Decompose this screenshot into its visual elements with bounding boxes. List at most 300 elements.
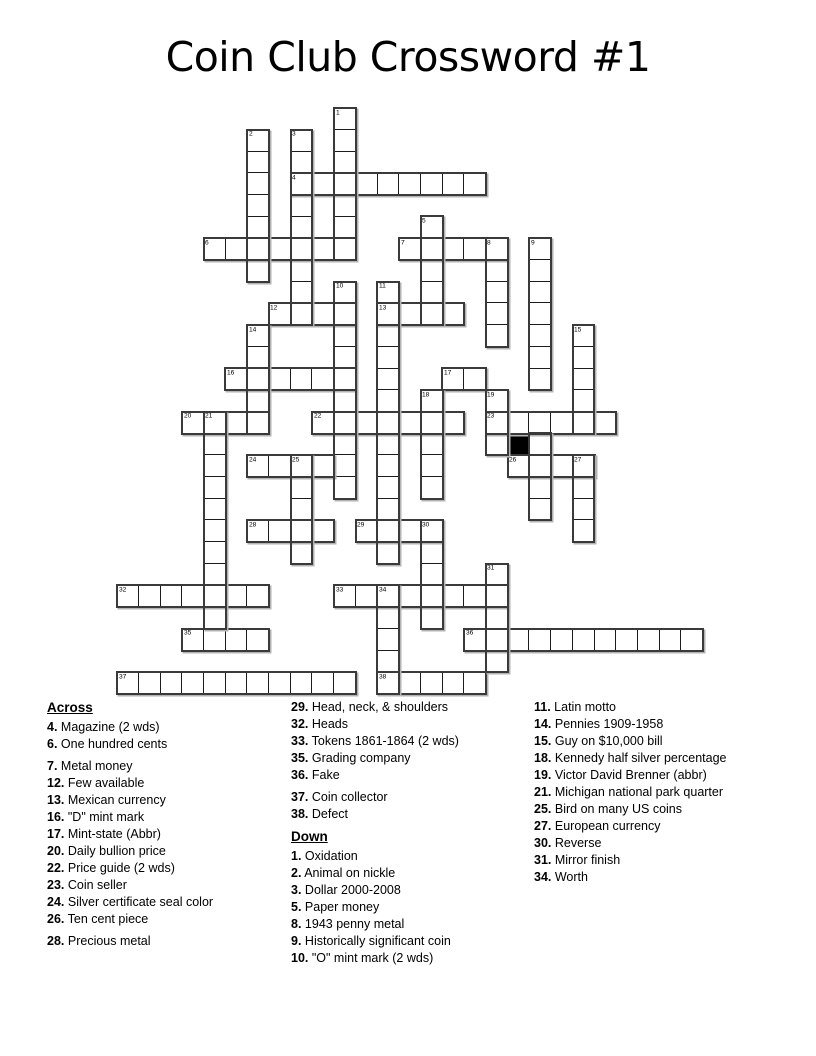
grid-cell[interactable] — [528, 237, 551, 260]
clue-item: 34. Worth — [534, 870, 588, 884]
grid-cell[interactable] — [485, 302, 508, 325]
grid-cell[interactable] — [485, 606, 508, 629]
clue-number: 16. — [47, 810, 65, 824]
grid-cell[interactable] — [528, 346, 551, 369]
grid-cell[interactable] — [246, 519, 269, 542]
grid-cell[interactable] — [333, 129, 356, 152]
grid-cell[interactable] — [594, 628, 617, 651]
clue-item: 6. One hundred cents — [47, 737, 168, 751]
grid-cell[interactable] — [485, 324, 508, 347]
grid-cell[interactable] — [246, 194, 269, 217]
clue-item: 33. Tokens 1861-1864 (2 wds) — [291, 734, 459, 748]
grid-cell[interactable] — [398, 585, 421, 608]
grid-cell[interactable] — [420, 585, 443, 608]
grid-cell[interactable] — [528, 433, 551, 456]
grid-cell[interactable] — [290, 237, 313, 260]
clue-item: 17. Mint-state (Abbr) — [47, 827, 161, 841]
grid-cell[interactable] — [420, 606, 443, 629]
grid-cell[interactable] — [290, 216, 313, 239]
clue-number: 28. — [47, 934, 65, 948]
puzzle-title: Coin Club Crossword #1 — [165, 33, 651, 81]
grid-cell[interactable] — [246, 324, 269, 347]
grid-cell[interactable] — [290, 302, 313, 325]
clue-number: 20. — [47, 844, 65, 858]
grid-cell[interactable] — [485, 259, 508, 282]
grid-cell[interactable] — [246, 151, 269, 174]
grid-cell[interactable] — [442, 172, 465, 195]
cell-number: 11 — [378, 282, 386, 290]
grid-cell[interactable] — [333, 433, 356, 456]
grid-cell[interactable] — [572, 389, 595, 412]
clue-item: 16. "D" mint mark — [47, 810, 145, 824]
grid-cell[interactable] — [377, 302, 400, 325]
cell-number: 14 — [248, 325, 257, 334]
grid-cell[interactable] — [246, 368, 269, 391]
grid-cell[interactable] — [377, 671, 400, 694]
grid-cell[interactable] — [333, 151, 356, 174]
clues-column-1 — [47, 699, 287, 950]
grid-cell[interactable] — [203, 498, 226, 521]
grid-cell[interactable] — [594, 411, 617, 434]
grid-cell[interactable] — [333, 346, 356, 369]
grid-cell[interactable] — [420, 541, 443, 564]
grid-cell[interactable] — [290, 259, 313, 282]
grid-cell[interactable] — [225, 411, 248, 434]
clue-item: 19. Victor David Brenner (abbr) — [534, 768, 707, 782]
grid-cell[interactable] — [377, 172, 400, 195]
cell-number: 18 — [422, 390, 430, 399]
grid-cell[interactable] — [290, 368, 313, 391]
grid-cell[interactable] — [268, 671, 291, 694]
grid-cell[interactable] — [680, 628, 703, 651]
grid-cell[interactable] — [572, 346, 595, 369]
grid-cell[interactable] — [528, 454, 551, 477]
cell-number: 33 — [335, 586, 343, 594]
clue-item: 5. Paper money — [291, 900, 380, 914]
grid-cell[interactable] — [572, 498, 595, 521]
cell-number: 27 — [574, 456, 582, 464]
grid-cell[interactable] — [290, 194, 313, 217]
grid-cell[interactable] — [528, 302, 551, 325]
grid-cell[interactable] — [181, 671, 204, 694]
grid-cell[interactable] — [246, 671, 269, 694]
grid-cell[interactable] — [659, 628, 682, 651]
across-header: Across — [47, 700, 93, 715]
clues-column-3 — [534, 699, 739, 886]
clue-number: 6. — [47, 737, 58, 751]
grid-cell[interactable] — [203, 476, 226, 499]
clue-item: 25. Bird on many US coins — [534, 802, 682, 816]
grid-cell[interactable] — [463, 172, 486, 195]
clue-item: 11. Latin motto — [534, 700, 617, 714]
cell-number: 22 — [313, 412, 322, 420]
grid-cell[interactable] — [311, 172, 334, 195]
grid-cell[interactable] — [528, 628, 551, 651]
cell-number: 8 — [487, 239, 492, 247]
grid-cell[interactable] — [290, 454, 313, 477]
grid-cell[interactable] — [463, 671, 486, 694]
grid-cell[interactable] — [377, 281, 400, 304]
cell-number: 10 — [335, 282, 343, 290]
clue-number: 1. — [291, 849, 302, 863]
clue-number: 21. — [534, 785, 552, 799]
grid-cell[interactable] — [203, 541, 226, 564]
grid-cell[interactable] — [550, 411, 573, 434]
cell-number: 13 — [378, 304, 387, 312]
grid-cell[interactable] — [528, 324, 551, 347]
grid-cell[interactable] — [377, 433, 400, 456]
grid-cell[interactable] — [290, 281, 313, 304]
grid-cell[interactable] — [485, 585, 508, 608]
grid-cell[interactable] — [203, 671, 226, 694]
grid-cell[interactable] — [637, 628, 660, 651]
grid-cell[interactable] — [398, 671, 421, 694]
grid-cell[interactable] — [572, 628, 595, 651]
grid-cell[interactable] — [203, 454, 226, 477]
cell-number: 12 — [270, 304, 278, 312]
grid-cell[interactable] — [420, 259, 443, 282]
clue-item: 26. Ten cent piece — [47, 912, 149, 926]
clue-number: 32. — [291, 717, 309, 731]
clue-number: 18. — [534, 751, 552, 765]
grid-cell[interactable] — [572, 519, 595, 542]
grid-cell[interactable] — [290, 476, 313, 499]
grid-cell[interactable] — [377, 324, 400, 347]
grid-cell[interactable] — [290, 129, 313, 152]
grid-cell[interactable] — [572, 454, 595, 477]
grid-cell[interactable] — [333, 172, 356, 195]
grid-cell[interactable] — [225, 585, 248, 608]
clue-item: 31. Mirror finish — [534, 853, 621, 867]
grid-cell[interactable] — [355, 172, 378, 195]
grid-cell[interactable] — [203, 519, 226, 542]
grid-cell[interactable] — [463, 585, 486, 608]
grid-cell[interactable] — [203, 585, 226, 608]
grid-cell[interactable] — [268, 237, 291, 260]
grid-cell[interactable] — [225, 368, 248, 391]
clue-number: 36. — [291, 768, 309, 782]
cell-number: 37 — [118, 673, 126, 681]
clue-item: 37. Coin collector — [291, 790, 388, 804]
clue-item: 35. Grading company — [291, 751, 411, 765]
cell-number: 15 — [574, 325, 582, 334]
grid-cell[interactable] — [377, 519, 400, 542]
cell-number: 5 — [422, 217, 426, 225]
clue-number: 9. — [291, 934, 302, 948]
cell-number: 20 — [183, 412, 191, 420]
grid-cell[interactable] — [420, 302, 443, 325]
clue-item: 18. Kennedy half silver percentage — [534, 751, 727, 765]
clue-number: 35. — [291, 751, 309, 765]
grid-cell[interactable] — [225, 237, 248, 260]
cell-number: 36 — [465, 629, 474, 637]
clue-number: 24. — [47, 895, 65, 909]
grid-cell[interactable] — [528, 259, 551, 282]
cell-number: 21 — [205, 412, 213, 420]
grid-cell[interactable] — [181, 628, 204, 651]
clue-number: 30. — [534, 836, 552, 850]
grid-cell[interactable] — [528, 368, 551, 391]
grid-cell[interactable] — [377, 606, 400, 629]
grid-cell[interactable] — [377, 541, 400, 564]
grid-cell[interactable] — [246, 172, 269, 195]
grid-cell[interactable] — [203, 433, 226, 456]
grid-cell[interactable] — [507, 628, 530, 651]
grid-cell[interactable] — [246, 216, 269, 239]
cell-number: 23 — [487, 412, 495, 420]
grid-cell[interactable] — [246, 259, 269, 282]
clue-number: 19. — [534, 768, 552, 782]
grid-cell[interactable] — [268, 368, 291, 391]
clue-item: 28. Precious metal — [47, 934, 151, 948]
blocked-cell — [507, 433, 530, 456]
grid-cell[interactable] — [225, 671, 248, 694]
grid-cell[interactable] — [181, 411, 204, 434]
clue-number: 7. — [47, 759, 58, 773]
clue-item: 3. Dollar 2000-2008 — [291, 883, 401, 897]
grid-cell[interactable] — [507, 454, 530, 477]
grid-cell[interactable] — [485, 389, 508, 412]
grid-cell[interactable] — [290, 671, 313, 694]
clue-number: 29. — [291, 700, 309, 714]
grid-cell[interactable] — [268, 454, 291, 477]
grid-cell[interactable] — [333, 368, 356, 391]
cell-number: 19 — [487, 390, 495, 399]
grid-cell[interactable] — [311, 454, 334, 477]
grid-cell[interactable] — [246, 411, 269, 434]
grid-cell[interactable] — [333, 324, 356, 347]
grid-cell[interactable] — [246, 237, 269, 260]
cell-number: 24 — [248, 456, 257, 464]
grid-cell[interactable] — [572, 476, 595, 499]
grid-cell[interactable] — [355, 585, 378, 608]
cell-number: 30 — [422, 521, 430, 529]
grid-cell[interactable] — [333, 281, 356, 304]
grid-cell[interactable] — [420, 563, 443, 586]
grid-cell[interactable] — [485, 281, 508, 304]
grid-cell[interactable] — [333, 411, 356, 434]
grid-cell[interactable] — [398, 519, 421, 542]
grid-cell[interactable] — [203, 628, 226, 651]
clue-number: 34. — [534, 870, 552, 884]
grid-cell[interactable] — [420, 671, 443, 694]
grid-cell[interactable] — [420, 411, 443, 434]
grid-cell[interactable] — [333, 476, 356, 499]
grid-cell[interactable] — [290, 151, 313, 174]
grid-cell[interactable] — [311, 519, 334, 542]
grid-cell[interactable] — [268, 302, 291, 325]
grid-cell[interactable] — [290, 172, 313, 195]
grid-cell[interactable] — [420, 216, 443, 239]
grid-cell[interactable] — [311, 237, 334, 260]
cell-number: 6 — [205, 239, 209, 247]
grid-cell[interactable] — [246, 346, 269, 369]
grid-cell[interactable] — [116, 585, 139, 608]
grid-cell[interactable] — [138, 585, 161, 608]
grid-cell[interactable] — [246, 129, 269, 152]
clue-item: 1. Oxidation — [291, 849, 358, 863]
grid-cell[interactable] — [311, 302, 334, 325]
grid-cell[interactable] — [442, 411, 465, 434]
grid-cell[interactable] — [442, 302, 465, 325]
grid-cell[interactable] — [377, 389, 400, 412]
clue-item: 9. Historically significant coin — [291, 934, 451, 948]
cell-number: 32 — [118, 586, 126, 594]
grid-cell[interactable] — [246, 585, 269, 608]
grid-cell[interactable] — [572, 324, 595, 347]
grid-cell[interactable] — [550, 628, 573, 651]
cell-number: 7 — [400, 239, 405, 247]
clue-item: 13. Mexican currency — [47, 793, 166, 807]
grid-cell[interactable] — [485, 411, 508, 434]
grid-cell[interactable] — [333, 585, 356, 608]
cell-number: 29 — [357, 521, 365, 529]
grid-cell[interactable] — [377, 454, 400, 477]
clue-number: 11. — [534, 700, 551, 714]
grid-cell[interactable] — [528, 476, 551, 499]
clue-item: 38. Defect — [291, 807, 348, 821]
grid-cell[interactable] — [333, 389, 356, 412]
grid-cell[interactable] — [246, 628, 269, 651]
grid-cell[interactable] — [377, 585, 400, 608]
grid-cell[interactable] — [290, 541, 313, 564]
grid-cell[interactable] — [246, 389, 269, 412]
grid-cell[interactable] — [377, 411, 400, 434]
cell-number: 2 — [248, 130, 253, 138]
grid-cell[interactable] — [485, 237, 508, 260]
cell-number: 3 — [292, 130, 296, 138]
grid-cell[interactable] — [225, 628, 248, 651]
grid-cell[interactable] — [463, 368, 486, 391]
clue-item: 20. Daily bullion price — [47, 844, 166, 858]
grid-cell[interactable] — [377, 346, 400, 369]
grid-cell[interactable] — [442, 237, 465, 260]
clue-number: 12. — [47, 776, 65, 790]
grid-cell[interactable] — [485, 433, 508, 456]
grid-cell[interactable] — [377, 628, 400, 651]
grid-cell[interactable] — [311, 671, 334, 694]
cell-number: 16 — [227, 369, 235, 377]
grid-cell[interactable] — [160, 671, 183, 694]
grid-cell[interactable] — [420, 389, 443, 412]
clue-number: 25. — [534, 802, 552, 816]
grid-cell[interactable] — [528, 498, 551, 521]
grid-cell[interactable] — [138, 671, 161, 694]
grid-cell[interactable] — [398, 237, 421, 260]
clue-item: 24. Silver certificate seal color — [47, 895, 214, 909]
cell-number: 17 — [444, 369, 452, 377]
clue-item: 7. Metal money — [47, 759, 133, 773]
clue-item: 29. Head, neck, & shoulders — [291, 700, 449, 714]
grid-cell[interactable] — [333, 671, 356, 694]
grid-cell[interactable] — [333, 302, 356, 325]
clue-number: 17. — [47, 827, 65, 841]
grid-cell[interactable] — [420, 433, 443, 456]
grid-cell[interactable] — [572, 368, 595, 391]
clue-item: 14. Pennies 1909-1958 — [534, 717, 664, 731]
grid-cell[interactable] — [160, 585, 183, 608]
grid-cell[interactable] — [442, 585, 465, 608]
grid-cell[interactable] — [333, 107, 356, 130]
clue-item: 4. Magazine (2 wds) — [47, 720, 160, 734]
grid-cell[interactable] — [463, 628, 486, 651]
grid-cell[interactable] — [572, 411, 595, 434]
clue-number: 5. — [291, 900, 302, 914]
grid-cell[interactable] — [311, 411, 334, 434]
grid-cell[interactable] — [420, 237, 443, 260]
grid-cell[interactable] — [485, 628, 508, 651]
grid-cell[interactable] — [311, 368, 334, 391]
grid-cell[interactable] — [355, 519, 378, 542]
cell-number: 34 — [378, 586, 387, 594]
grid-cell[interactable] — [420, 476, 443, 499]
grid-cell[interactable] — [181, 585, 204, 608]
grid-cell[interactable] — [398, 302, 421, 325]
clue-number: 2. — [291, 866, 302, 880]
grid-cell[interactable] — [420, 454, 443, 477]
grid-cell[interactable] — [377, 650, 400, 673]
grid-cell[interactable] — [442, 671, 465, 694]
grid-cell[interactable] — [203, 411, 226, 434]
cell-number: 31 — [487, 564, 495, 572]
grid-cell[interactable] — [485, 650, 508, 673]
cell-number: 1 — [335, 108, 340, 117]
grid-cell[interactable] — [550, 454, 573, 477]
grid-cell[interactable] — [377, 498, 400, 521]
clue-item: 10. "O" mint mark (2 wds) — [291, 951, 434, 965]
grid-cell[interactable] — [507, 411, 530, 434]
grid-cell[interactable] — [377, 476, 400, 499]
grid-cell[interactable] — [333, 194, 356, 217]
grid-cell[interactable] — [420, 172, 443, 195]
grid-cell[interactable] — [290, 498, 313, 521]
grid-cell[interactable] — [355, 411, 378, 434]
grid-cell[interactable] — [377, 368, 400, 391]
grid-cell[interactable] — [442, 368, 465, 391]
grid-cell[interactable] — [246, 454, 269, 477]
clue-number: 13. — [47, 793, 65, 807]
clue-number: 33. — [291, 734, 309, 748]
grid-cell[interactable] — [203, 563, 226, 586]
grid-cell[interactable] — [615, 628, 638, 651]
grid-cell[interactable] — [398, 411, 421, 434]
clue-item: 32. Heads — [291, 717, 348, 731]
grid-cell[interactable] — [333, 237, 356, 260]
grid-cell[interactable] — [528, 411, 551, 434]
grid-cell[interactable] — [485, 563, 508, 586]
grid-cell[interactable] — [333, 454, 356, 477]
grid-cell[interactable] — [398, 172, 421, 195]
grid-cell[interactable] — [420, 281, 443, 304]
grid-cell[interactable] — [420, 519, 443, 542]
grid-cell[interactable] — [290, 519, 313, 542]
clue-number: 27. — [534, 819, 552, 833]
grid-cell[interactable] — [333, 216, 356, 239]
grid-cell[interactable] — [268, 519, 291, 542]
clue-item: 15. Guy on $10,000 bill — [534, 734, 663, 748]
clue-item: 2. Animal on nickle — [291, 866, 396, 880]
cell-number: 9 — [530, 239, 535, 247]
grid-cell[interactable] — [203, 606, 226, 629]
clue-number: 23. — [47, 878, 65, 892]
clue-item: 8. 1943 penny metal — [291, 917, 405, 931]
clue-number: 37. — [291, 790, 309, 804]
grid-cell[interactable] — [528, 281, 551, 304]
grid-cell[interactable] — [116, 671, 139, 694]
grid-cell[interactable] — [463, 237, 486, 260]
clue-item: 21. Michigan national park quarter — [534, 785, 724, 799]
grid-cell[interactable] — [203, 237, 226, 260]
